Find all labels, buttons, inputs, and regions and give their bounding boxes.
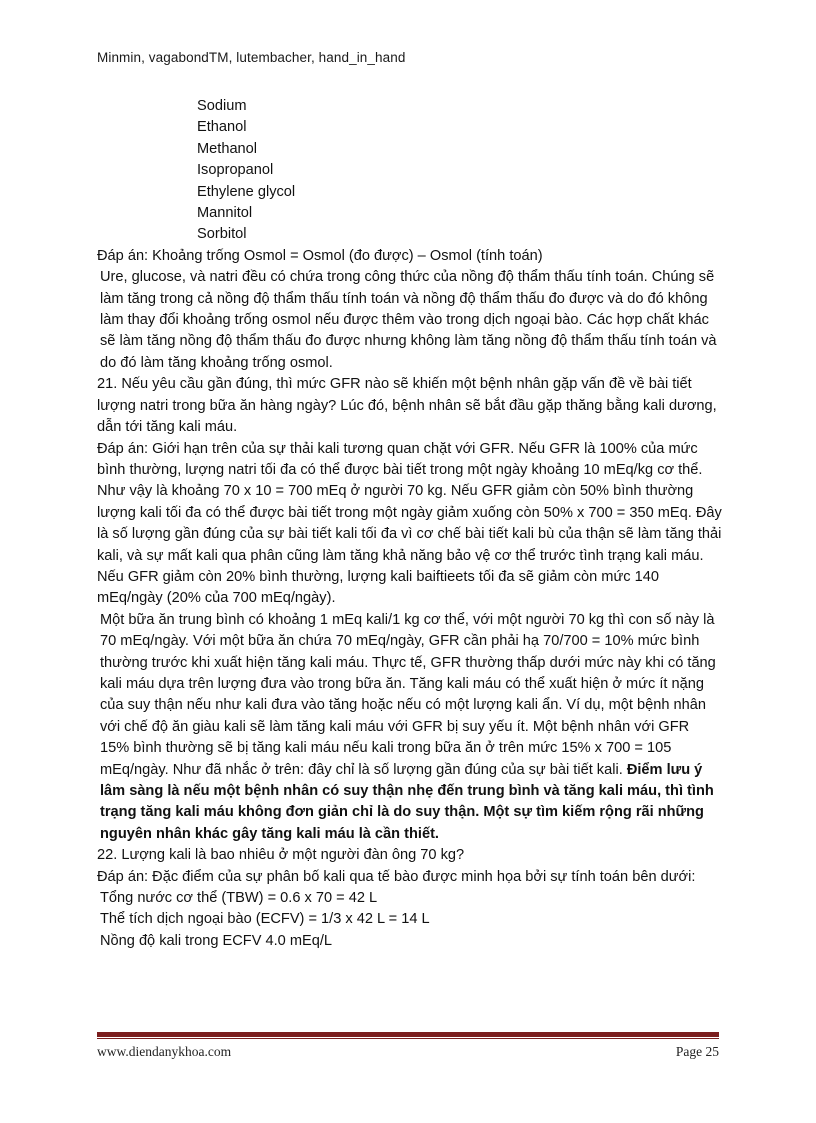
calc-line: Nồng độ kali trong ECFV 4.0 mEq/L bbox=[100, 932, 332, 949]
answer-paragraph: Đáp án: Đặc điểm của sự phân bố kali qua tế bào được minh họa bởi sự tính toán bên dưới: bbox=[97, 868, 696, 885]
explanation-paragraph: Ure, glucose, và natri đều có chứa trong công thức của nồng độ thẩm thấu tính toán. Chúng sẽ làm tăng trong cả nồng độ thẩm thấu tính toán và nồng độ thẩm thấu đo được và do đó không làm thay đổi khoảng trống osmol nếu được thêm vào trong dịch ngoại bào. Các hợp chất khác sẽ làm tăng nồng độ thẩm thấu đo được nhưng không làm tăng nồng độ thẩm thấu tính toán và do đó làm tăng khoảng trống osmol. bbox=[100, 269, 717, 371]
list-item: Sodium bbox=[197, 98, 247, 114]
page-header-authors: Minmin, vagabondTM, lutembacher, hand_in_hand bbox=[97, 50, 406, 65]
footer-divider-thin bbox=[97, 1038, 719, 1039]
list-item: Ethanol bbox=[197, 119, 247, 136]
calc-line: Thể tích dịch ngoại bào (ECFV) = 1/3 x 42 L = 14 L bbox=[100, 911, 430, 928]
clinical-note-bold: Điểm lưu ý lâm sàng là nếu một bệnh nhân có suy thận nhẹ đến trung bình và tăng kali máu, thì tình trạng tăng kali máu không đơn giản chỉ là do suy thận. Một sự tìm kiếm rộng rãi những nguyên nhân khác gây tăng kali máu là cần thiết. bbox=[100, 761, 714, 842]
footer-divider bbox=[97, 1032, 719, 1037]
answer-paragraph: Đáp án: Giới hạn trên của sự thải kali tương quan chặt với GFR. Nếu GFR là 100% của mức bình thường, lượng natri tối đa có thể được bài tiết trong một ngày khoảng 10 mEq/kg cơ thể. Như vậy là khoảng 70 x 10 = 700 mEq ở người 70 kg. Nếu GFR giảm còn 50% bình thường lượng kali tối đa có thể được bài tiết trong một ngày giảm xuống còn 50% x 700 = 350 mEq. Đây là số lượng gần đúng của sự bài tiết kali tối đa vì cơ chế bài tiết kali bù của thận sẽ làm tăng thải kali, và sự mất kali qua phân cũng làm tăng khả năng bảo vệ cơ thể trước tình trạng kali máu. Nếu GFR giảm còn 20% bình thường, lượng kali baiftieets tối đa sẽ giảm còn mức 140 mEq/ngày (20% của 700 mEq/ngày). bbox=[97, 440, 722, 607]
question-22: 22. Lượng kali là bao nhiêu ở một người đàn ông 70 kg? bbox=[97, 847, 465, 864]
list-item: Sorbitol bbox=[197, 226, 247, 243]
substance-list bbox=[97, 96, 722, 246]
footer-site: www.diendanykhoa.com bbox=[97, 1044, 232, 1059]
plain-text: Một bữa ăn trung bình có khoảng 1 mEq kali/1 kg cơ thể, với một người 70 kg thì con số này là 70 mEq/ngày. Với một bữa ăn chứa 70 mEq/ngày, GFR cần phải hạ 70/700 = 10% mức bình thường trước khi xuất hiện tăng kali máu. Thực tế, GFR thường thấp dưới mức này khi có tăng kali máu dựa trên lượng đưa vào trong bữa ăn. Tăng kali máu có thể xuất hiện ở mức ít nặng của suy thận nếu như kali đưa vào tăng hoặc nếu có một lượng kali ẩn. Ví dụ, một bệnh nhân với chế độ ăn giàu kali sẽ làm tăng kali máu với GFR bị suy yếu ít. Một bệnh nhân với GFR 15% bình thường sẽ bị tăng kali máu nếu kali trong bữa ăn ở trên mức 15% x 700 = 105 mEq/ngày. Như đã nhắc ở trên: đây chỉ là số lượng gần đúng của sự bài tiết kali. bbox=[100, 611, 716, 778]
question-21: 21. Nếu yêu cầu gần đúng, thì mức GFR nào sẽ khiến một bệnh nhân gặp vấn đề về bài tiết lượng natri trong bữa ăn hàng ngày? Lúc đó, bệnh nhân sẽ bắt đầu gặp thăng bằng kali dương, dẫn tới tăng kali máu. bbox=[97, 376, 717, 436]
list-item: Mannitol bbox=[197, 205, 253, 222]
document-body bbox=[97, 96, 722, 952]
answer-paragraph: Đáp án: Khoảng trống Osmol = Osmol (đo được) – Osmol (tính toán) bbox=[97, 247, 543, 264]
list-item: Methanol bbox=[197, 140, 258, 157]
list-item: Ethylene glycol bbox=[197, 183, 296, 200]
calc-line: Tổng nước cơ thể (TBW) = 0.6 x 70 = 42 L bbox=[100, 890, 378, 907]
list-item: Isopropanol bbox=[197, 162, 274, 179]
page-number: Page 25 bbox=[675, 1044, 719, 1059]
explanation-paragraph bbox=[97, 610, 722, 845]
